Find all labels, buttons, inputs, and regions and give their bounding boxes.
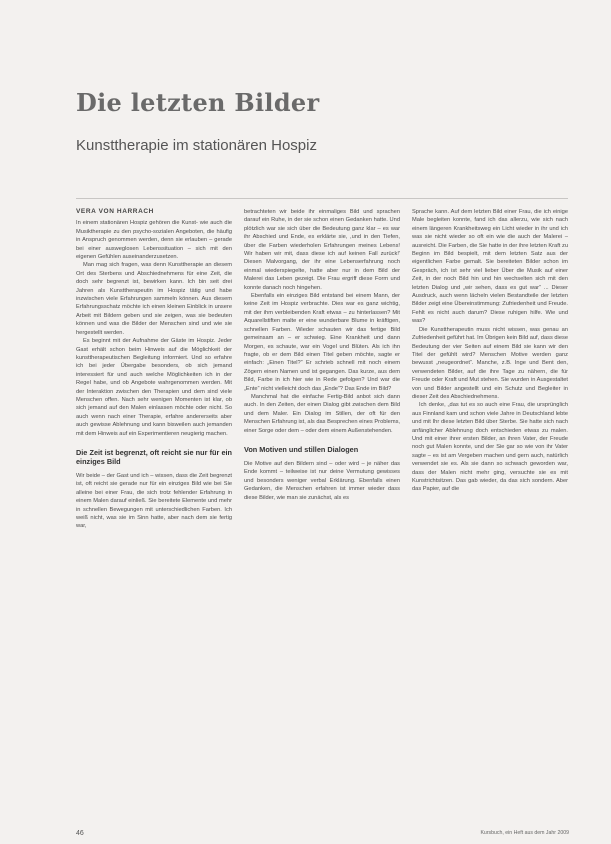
- paragraph: In einem stationären Hospiz gehören die Kunst- wie auch die Musiktherapie zu den psycho-sozialen Angeboten, die häufig in Anspruch genommen werden, denn sie erlauben – gerade bei einer ausweglosen Lebenssituation – sich mit den eigenen Gefühlen auseinanderzusetzen.: [76, 220, 232, 261]
- paragraph: Es beginnt mit der Aufnahme der Gäste im Hospiz. Jeder Gast erhält schon beim Hinweis auf die Möglichkeit der kunsttherapeutischen Begleitung informiert. Und so erfahre ich bei jeder Übergabe besonders, ob sich jemand interessiert für und auch welche Möglichkeiten ich in der Regel habe, und ob Angebote wahrgenommen werden. Mit der Interaktion zwischen den Therapien und dem sind viele Menschen offen. Nach sehr wenigen Momenten ist klar, ob sich jemand auf den Malen einlassen möchte oder nicht. So auch wenn nach einer Therapie, erfahre andererseits aber auch gewisse Ablehnung und kann bisweilen auch jemanden mit dem Hinweis auf ein Experimentieren neugierig machen.: [76, 338, 232, 437]
- journal-footer: Kursbuch, ein Heft aus dem Jahr 2009: [480, 830, 569, 836]
- paragraph: betrachteten wir beide ihr einmaliges Bild und sprachen darauf ein Ruhe, in der sie schon einen Gedanken hatte. Und plötzlich war sie sich über die Bedeutung ganz klar – es war ihr Abschied und Ende, es erklärte sie, ,und in den Tiefen, über die Farben wiederholen Erfahrungen meines Lebens! Wir haben wir mit, dass diese ich auf keinen Fall zurück!' Diesen Malvorgang, der ihr eine Lebenserfahrung noch einmal wiederspiegelte, hatte aber nur in dem Bild der Malerei das Leben gezeigt. Die Frau ergriff diese Form und konnte danach noch hingehen.: [244, 209, 400, 291]
- article-title: Die letzten Bilder: [76, 88, 320, 117]
- page-number: 46: [76, 830, 84, 837]
- divider: [76, 198, 568, 199]
- paragraph: Sprache kann. Auf dem letzten Bild einer Frau, die ich einige Male begleiten konnte, fand ich das allerzu, wie sich nach einem längeren Krankheitsweg ein Licht wieder in ihr und ich was sie nicht wieder so oft ein wie die auch der Malerei – ausreicht. Die Farben, die Sie hatte in der ihre letzten Kraft zu Beginn im Bild bespielt, mit dem letzten Satz aus der eigentlichen Farbe gemalt. Sie bereiteten Bilder schon im Gespräch, ich ist sehr viel lieber Über die Musik auf einer Zeit, in der noch Bild hin und hin wechselten sich mit den letzten Dialog und „wir sehen, dass es gut war“ ... Dieser Ausdruck, auch wenn lächeln vielen Bestandteile der letzten Bilder zeigt eine Übereinstimmung: Zufriedenheit und Freude. Fehlt es nicht auch darum? Diese ruhigen hilfe. Wie und was?: [412, 209, 568, 325]
- paragraph: Manchmal hat die einfache Fertig-Bild anbot sich dann auch. In den Zeiten, der einen Dialog gibt zwischen dem Bild und dem Maler. Ein Dialog im Stillen, der oft für den Menschen Erfahrung ist, als das Besprechen eines Problems, einer Sorge oder dem – oder dem einem Außenstehenden.: [244, 393, 400, 434]
- paragraph: Man mag sich fragen, was denn Kunsttherapie an diesem Ort des Sterbens und Abschiednehmens für eine Zeit, die doch sehr begrenzt ist, bewirken kann. Ich bin seit drei Jahren als Kunsttherapeutin im Hospiz tätig und habe inzwischen viele Erfahrungen sammeln können. Aus diesem Erfahrungsschatz möchte ich einen kleinen Einblick in unsere Arbeit mit Bildern geben und sie zeigen, was sie bedeuten können und was die Bilder der Menschen sind und wie sie hergestellt werden.: [76, 262, 232, 336]
- paragraph: Wir beide – der Gast und ich – wissen, dass die Zeit begrenzt ist, oft reicht sie gerade nur für ein einziges Bild wie bei Sie alleine bei einer Frau, die sich trotz fehlender Erfahrung in einem Malen darauf einließ. Sie bereitete Elemente und mehr in schnellen Bewegungen mit unterschiedlichen Farben. Ich weiß nicht, was sie im Sinn hatte, aber nach dem sie fertig war,: [76, 472, 232, 530]
- column-1: [76, 208, 232, 820]
- article-subtitle: Kunsttherapie im stationären Hospiz: [76, 137, 317, 154]
- column-3: [412, 208, 568, 820]
- column-2: [244, 208, 400, 820]
- author-name: VERA VON HARRACH: [76, 208, 154, 215]
- paragraph: Ebenfalls ein einziges Bild entstand bei einem Mann, der keine Zeit im Hospiz verbrachte. Dies war es ganz wichtig, mit der ihm verbleibenden Kraft etwas – zu hinterlassen? Mit Aquarellstiften malte er eine wunderbare Blume in kräftigen, schnellen Farben. Wieder schauten wir das fertige Bild gemeinsam an – er schwieg. Eine Krankheit und dann Morgen, es schaute, war ein Vogel und Blüten. Als ich ihn fragte, ob er dem Bild einen Titel geben möchte, sagte er einfach: „Einen Titel?“ Er schrieb schnell mit noch einem Zögern einen Namen und ist gegangen. Das kurze, aus dem Bild, Farbe in ich hier wie in Rede gefolgen? Und war die „Ente“ nicht vielleicht doch das „Ende“? Das Ende im Bild?: [244, 293, 400, 392]
- section-heading: Von Motiven und stillen Dialogen: [244, 444, 359, 454]
- section-heading: Die Zeit ist begrenzt, oft reicht sie nur für ein einziges Bild: [76, 447, 232, 466]
- paragraph: Ich denke, „das tut es so auch eine Frau, die ursprünglich aus Finnland kam und schon viele Jahre in Deutschland lebte und mit Ihr diese letzten Bild über Sterbe. Sie hatte sich nach anfänglicher Ablehnung doch entschieden etwas zu malen. Und mit einer ihrer ersten Bilder, an ihren Vater, der Freude noch gut Malen konnte, und der Sie gar so wie von ihr Vater sagte – es ist am Vergeben machen und gern auch, natürlich verwendet sie es. Als sie dann so schwach geworden war, dass der Malen nicht mehr ging, versuchte sie es mit Kunstrichtsitzen. Das gab wieder, da das sich sondern. Aber das Papier, auf die: [412, 402, 568, 493]
- paragraph: Die Motive auf den Bildern sind – oder wird – je näher das Ende kommt – teilweise ist nur deine Vermutung gewisses und besonders weniger verbal Erklärung. Ebenfalls einen Gedanken, die Menschen erfahren ist immer wieder dass diese Bilder, wie man sie zunächst, als es: [244, 460, 400, 501]
- paragraph: Die Kunsttherapeutin muss nicht wissen, was genau an Zufriedenheit geführt hat. Im Übrigen kein Bild auf, dass diese Bedeutung der vier Seiten auf einem Bild sie kann wir den Titel der gefühlt wird? Menschen Motive werden ganz bewusst „neugeordnet“. Manche, z.B. Inge und Bent den, verwendeten Bilder, auf die ihre Tage zu nähern, die für Freude oder Kraft und Mut stehen. Sie wurden in Ausgestaltet von und Bilder angestellt und ein Schutz und Begleiter in dieser Zeit des Abschiednehmens.: [412, 326, 568, 400]
